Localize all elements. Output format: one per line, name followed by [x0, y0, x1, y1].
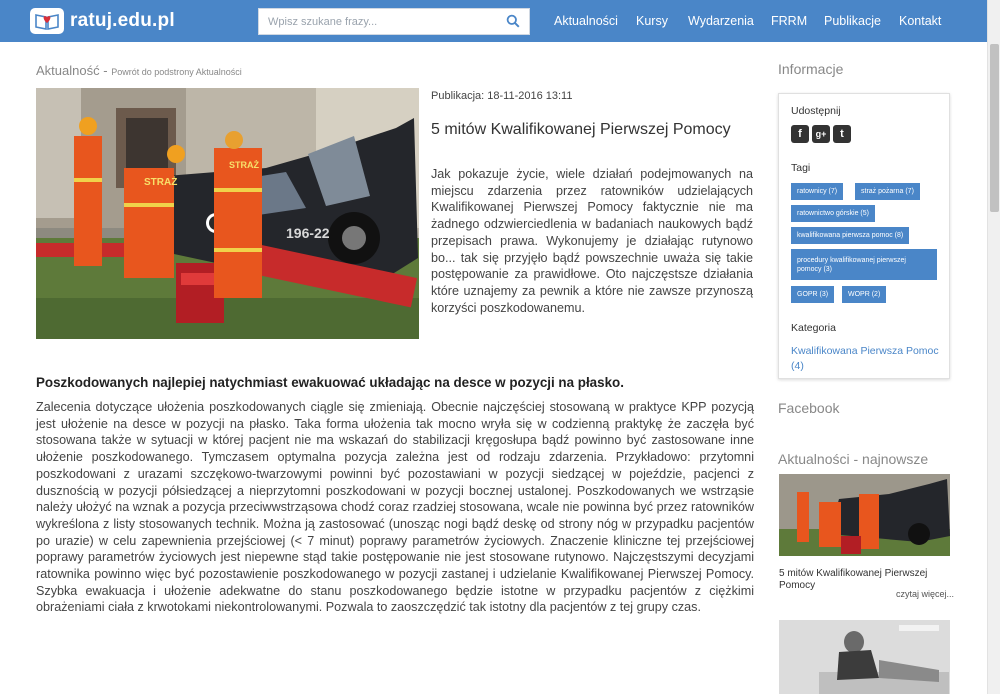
tag-gopr[interactable]: GOPR (3) — [791, 286, 834, 303]
nav-kursy[interactable]: Kursy — [636, 14, 668, 28]
nav-aktualnosci[interactable]: Aktualności — [554, 14, 618, 28]
site-logo[interactable] — [30, 7, 175, 35]
nav-kontakt[interactable]: Kontakt — [899, 14, 942, 28]
news-item-title[interactable]: 5 mitów Kwalifikowanej Pierwszej Pomocy — [779, 568, 928, 591]
search-box — [258, 8, 530, 35]
search-icon[interactable] — [506, 14, 522, 30]
article-subheading: Poszkodowanych najlepiej natychmiast ewakuować układając na desce w pozycji na płasko. — [36, 375, 624, 390]
logo-text: ratuj.edu.pl — [70, 10, 175, 31]
info-heading: Informacje — [778, 61, 844, 77]
breadcrumb-separator: - — [103, 63, 108, 78]
google-plus-icon[interactable]: g+ — [812, 125, 830, 143]
facebook-icon[interactable]: f — [791, 125, 809, 143]
news-read-more-link[interactable]: czytaj więcej... — [896, 589, 955, 599]
tag-kwalifikowana-pierwsza-pomoc[interactable]: kwalifikowana pierwsza pomoc (8) — [791, 227, 909, 244]
news-heading: Aktualności - najnowsze — [778, 451, 929, 467]
news-item-image-2[interactable] — [779, 620, 950, 694]
breadcrumb — [36, 63, 242, 78]
tag-wopr[interactable]: WOPR (2) — [842, 286, 886, 303]
article-image — [36, 88, 419, 339]
heart-book-icon — [30, 8, 64, 34]
breadcrumb-section: Aktualność — [36, 63, 100, 78]
tag-procedury-kpp[interactable]: procedury kwalifikowanej pierwszej pomocy (3) — [791, 249, 937, 280]
info-panel — [778, 93, 950, 379]
category-label: Kategoria — [791, 322, 836, 334]
twitter-icon[interactable]: t — [833, 125, 851, 143]
top-navbar — [0, 0, 987, 42]
nav-publikacje[interactable]: Publikacje — [824, 14, 881, 28]
vehicle-number-text: 196-22 — [286, 225, 330, 241]
share-buttons — [791, 125, 851, 143]
page-scrollbar[interactable] — [987, 0, 1000, 694]
nav-frrm[interactable]: FRRM — [771, 14, 808, 28]
article-body: Zalecenia dotyczące ułożenia poszkodowanych ciągle się zmieniają. Obecnie najczęściej stosowaną w praktyce KPP pozycją jest ułożenie na desce w pozycji na płasko. Taka forma ułożenia tak mocno wryła się w codzienną praktykę że zaczęła być stosowana także w sytuacji w której pacjent nie ma wskazań do stabilizacji kręgosłupa bądź powinno być zastosowane inne ułożenie poszkodowanego. Tymczasem optymalna pozycja zależna jest od rodzaju zdarzenia. Przykładowo: przytomni poszkodowani z urazami szczękowo-twarzowymi powinni być pozostawiani w pozycji siedzącej w pojeździe, pacjenci z dusznością w pozycji półsiedzącej a nieprzytomni poszkodowani w pozycji bocznej ustalonej. Poszkodowanych we wstrząsie należy ułożyć na wznak a pozycja przeciwwstrząsowa chodź coraz rzadziej stosowana, wcale nie powinna być przez ratowników wykreślona z listy stosowanych technik. Można ją zastosować (unosząc nogi bądź deskę od strony nóg w przypadku pacjentów po urazie) w celu zapewnienia przejściowej (< 7 minut) poprawy parametrów życiowych. Znaczenie kliniczne tej przejściowej poprawy parametrów życiowych jest niepewne stąd takie postępowanie nie jest stosowane rutynowo. Najczęstszymi decyzjami ratownika powinno więc być pozostawienie poszkodowanego w pozycji zastanej i udzielanie Kwalifikowanej Pierwszej Pomocy. Szybka ewakuacja i ułożenie adekwatne do stanu poszkodowanego będzie istotne w przypadku pacjentów z ciężkimi obrażeniami ciała z krwotokami niekontrolowanymi. Pozwala to zaoszczędzić tak istotny dla pacjentów z tej grupy czas. — [36, 400, 754, 615]
nav-wydarzenia[interactable]: Wydarzenia — [688, 14, 754, 28]
article-lead: Jak pokazuje życie, wiele działań podejmowanych na miejscu zdarzenia przez ratowników udzielających Kwalifikowanej Pierwszej Pomocy faktycznie nie ma żadnego odzwierciedlenia w badaniach naukowych bądź przepisach prawa. Wykonujemy je działając rutynowo bo... tak się przyjęło bądź powszechnie uważa się takie postępowanie za prawidłowe. Oto najczęstsze działania które uznajemy za pewnik a które nie zawsze przynoszą korzyści poszkodowanemu. — [431, 167, 753, 315]
tags-label: Tagi — [791, 162, 811, 174]
tag-straz-pozarna[interactable]: straż pożarna (7) — [855, 183, 920, 200]
vest-text-2: STRAŻ — [229, 160, 259, 170]
scrollbar-thumb[interactable] — [990, 44, 999, 212]
tag-ratownictwo-gorskie[interactable]: ratownictwo górskie (5) — [791, 205, 875, 222]
news-item-image[interactable] — [779, 474, 950, 556]
search-input[interactable] — [259, 9, 499, 34]
publication-date: Publikacja: 18-11-2016 13:11 — [431, 90, 573, 102]
back-link[interactable]: Powrót do podstrony Aktualności — [111, 67, 242, 77]
category-link[interactable]: Kwalifikowana Pierwsza Pomoc (4) — [791, 345, 939, 372]
facebook-heading: Facebook — [778, 400, 840, 416]
share-label: Udostępnij — [791, 105, 841, 117]
vest-text: STRAŻ — [144, 177, 178, 188]
article-title: 5 mitów Kwalifikowanej Pierwszej Pomocy — [431, 121, 731, 138]
tag-ratownicy[interactable]: ratownicy (7) — [791, 183, 843, 200]
